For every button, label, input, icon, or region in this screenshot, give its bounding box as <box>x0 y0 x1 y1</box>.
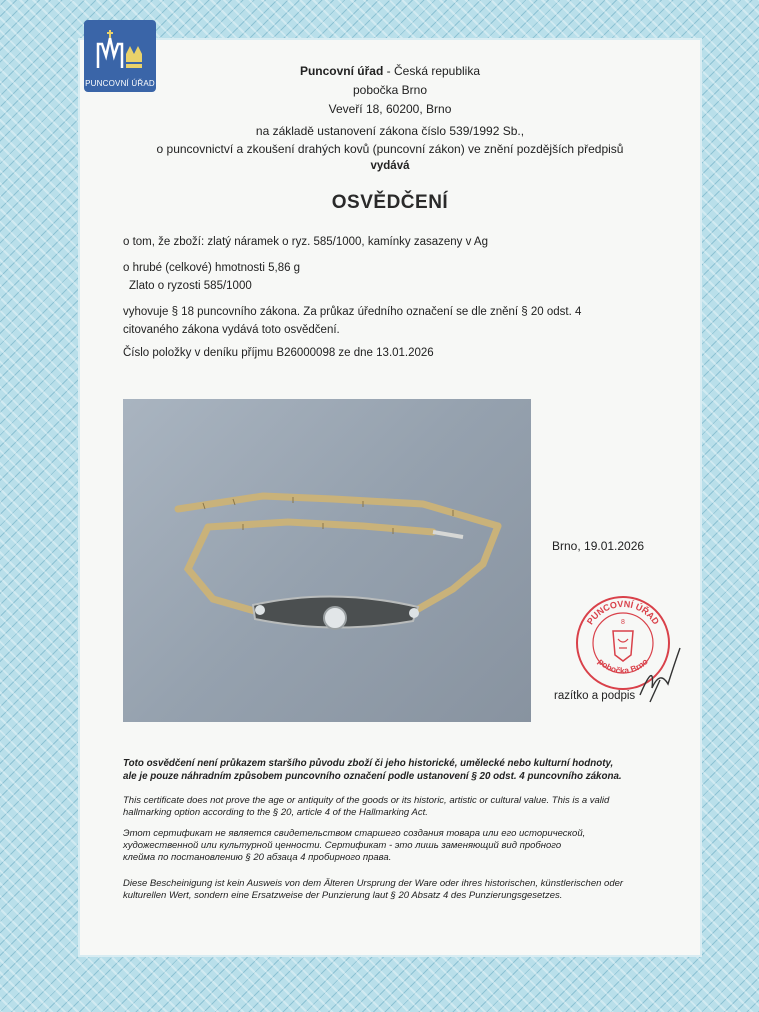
address: Veveří 18, 60200, Brno <box>328 102 452 116</box>
disclaimer-ru-2: художественной или культурной ценности. Сертификат - это лишь заменяющий вид пробного <box>123 840 562 851</box>
disclaimer-en-2: hallmarking option according to the § 20, article 4 of the Hallmarking Act. <box>123 807 428 818</box>
disclaimer-de-1: Diese Bescheinigung ist kein Ausweis von dem Älteren Ursprung der Ware oder ihres historischen, künstlerischen oder <box>123 878 624 889</box>
office-line <box>180 64 600 78</box>
fineness: Zlato o ryzosti 585/1000 <box>129 280 252 292</box>
legal-basis-1: na základě ustanovení zákona číslo 539/1992 Sb., <box>255 124 525 138</box>
page-title: OSVĚDČENÍ <box>331 192 449 213</box>
stamp-bottom-text: pobočka Brno <box>596 656 650 676</box>
compliance-line-1: vyhovuje § 18 puncovního zákona. Za průkaz úředního označení se dle znění § 20 odst. 4 <box>123 306 582 318</box>
disclaimer-ru-3: клейма по постановлению § 20 абзаца 4 пробирного права. <box>123 852 392 863</box>
logo-text: PUNCOVNÍ ÚŘAD <box>85 79 155 88</box>
office-logo <box>84 20 156 92</box>
record-number: Číslo položky v deníku příjmu B26000098 ze dne 13.01.2026 <box>123 347 434 359</box>
disclaimer-cz-1: Toto osvědčení není průkazem staršího původu zboží či jeho historické, umělecké nebo kulturní hodnoty, <box>123 758 614 769</box>
stamp-signature-label: razítko a podpis <box>554 690 636 702</box>
item-description: o tom, že zboží: zlatý náramek o ryz. 585/1000, kamínky zasazeny v Ag <box>123 236 488 248</box>
place-date: Brno, 19.01.2026 <box>552 539 645 553</box>
disclaimer-ru-1: Этот сертификат не является свидетельством старшего создания товара или его исторической, <box>123 828 586 839</box>
stamp-number: 8 <box>621 619 625 626</box>
crown-logo-icon <box>90 24 150 76</box>
office-name: Puncovní úřad <box>299 64 384 78</box>
issues-label: vydává <box>370 160 410 172</box>
disclaimer-cz-2: ale je pouze náhradním způsobem puncovního označení podle ustanovení § 20 odst. 4 puncovního zákona. <box>123 771 622 782</box>
office-country: - Česká republika <box>383 64 481 78</box>
branch: pobočka Brno <box>352 83 428 97</box>
disclaimer-en-1: This certificate does not prove the age or antiquity of the goods or its historic, artistic or cultural value. This is a valid <box>123 795 610 806</box>
bracelet-photo <box>123 399 531 722</box>
bracelet-image <box>123 399 531 722</box>
signature <box>630 640 690 710</box>
compliance-line-2: citovaného zákona vydává toto osvědčení. <box>123 324 340 336</box>
legal-basis-2: o puncovnictví a zkoušení drahých kovů (puncovní zákon) ve znění pozdějších předpisů <box>156 142 624 156</box>
disclaimer-de-2: kulturellen Wert, sondern eine Ersatzweise der Punzierung laut § 20 Absatz 4 des Punzierungsgesetzes. <box>123 890 563 901</box>
gross-weight: o hrubé (celkové) hmotnosti 5,86 g <box>123 262 301 274</box>
stamp-top-text: PUNCOVNÍ ÚŘAD <box>584 598 662 627</box>
